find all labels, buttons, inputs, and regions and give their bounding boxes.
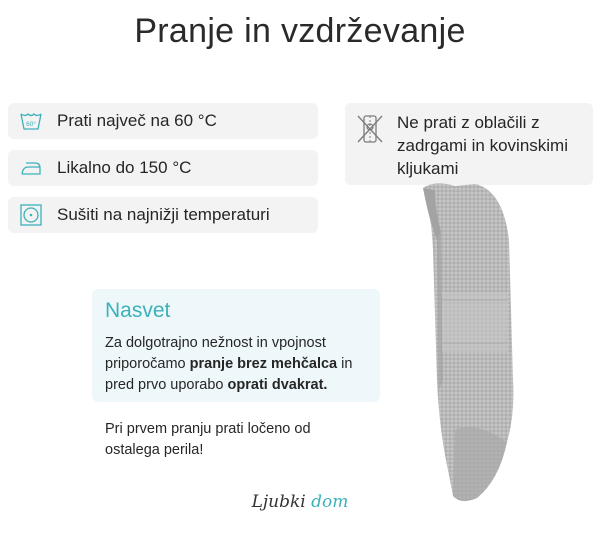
tip-text: Za dolgotrajno nežnost in vpojnost priporočamo pranje brez mehčalca in pred prvo uporabo oprati dvakrat. [105,335,353,393]
care-item-label: Ne prati z oblačili z zadrgami in kovinskimi kljukami [397,113,568,178]
tip-box [92,289,380,402]
tip-highlight: pranje brez mehčalca [189,356,338,372]
care-item-dry [8,197,318,233]
svg-text:60°: 60° [26,121,36,128]
page-title: Pranje in vzdrževanje [134,12,466,50]
care-item-label: Likalno do 150 °C [57,158,192,177]
wash-note: Pri prvem pranju prati ločeno od ostalega perila! [105,421,311,458]
care-item-wash [8,103,318,139]
care-item-no-zippers [345,103,593,185]
towel-image [415,180,525,505]
tip-title: Nasvet [105,299,171,322]
wash-60-icon [19,109,43,133]
care-item-iron [8,150,318,186]
care-item-label: Sušiti na najnižji temperaturi [57,205,270,224]
tip-highlight: oprati dvakrat. [227,377,328,393]
no-zipper-wash-icon [355,113,385,145]
brand-logo: Ljubki dom [251,492,349,512]
care-item-label: Prati največ na 60 °C [57,111,217,130]
iron-icon [19,156,43,180]
tumble-dry-low-icon [19,203,43,227]
